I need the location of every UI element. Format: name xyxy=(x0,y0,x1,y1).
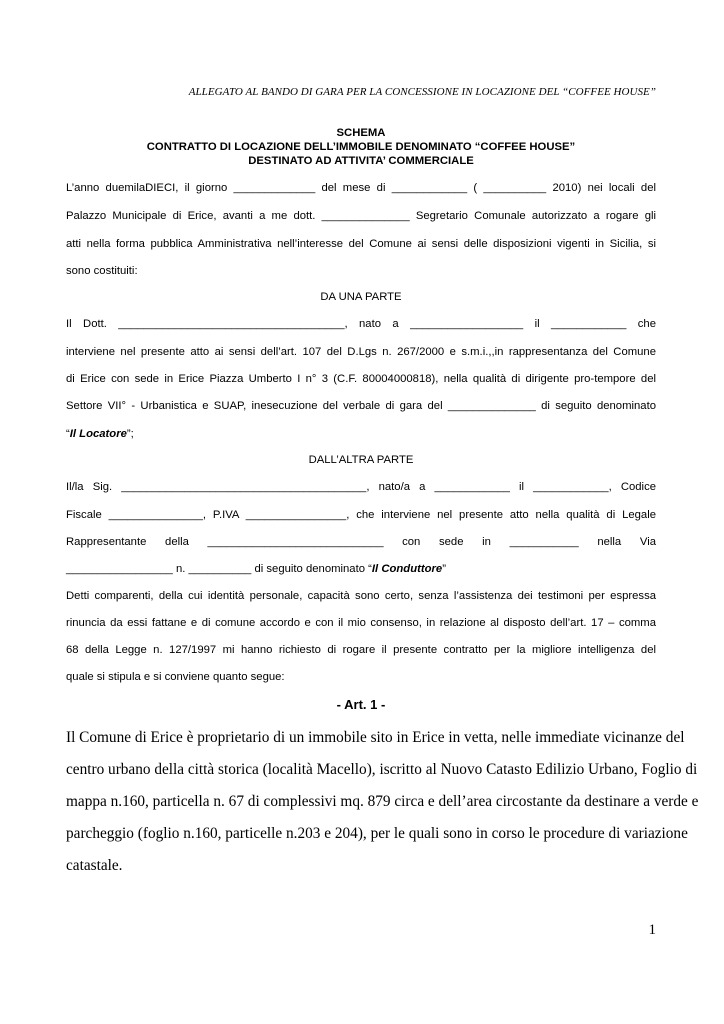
intro-line-2: Palazzo Municipale di Erice, avanti a me dott. ______________ Segretario Comunale autorizzato a rogare gli xyxy=(66,210,656,222)
party1-line-2: interviene nel presente atto ai sensi dell’art. 107 del D.Lgs n. 267/2000 e s.m.i.,,in rappresentanza del Comune xyxy=(66,346,656,358)
party2-line-1: Il/la Sig. _______________________________________, nato/a a ____________ il ____________, Codice xyxy=(66,481,656,493)
locatore-term: Il Locatore xyxy=(69,428,127,440)
intro-line-3: atti nella forma pubblica Amministrativa nell’interesse del Comune ai sensi delle disposizioni vigenti in Sicilia, si xyxy=(66,238,656,250)
article1-line-4: parcheggio (foglio n.160, particelle n.203 e 204), per le quali sono in corso le procedure di variazione xyxy=(66,825,688,842)
closing-line-1: Detti comparenti, della cui identità personale, capacità sono certo, senza l’assistenza dei testimoni per espressa xyxy=(66,590,656,602)
party2-line-4: _________________ n. __________ di seguito denominato “Il Conduttore” xyxy=(66,563,446,575)
closing-line-4: quale si stipula e si conviene quanto segue: xyxy=(66,671,285,683)
party2-line-3: Rappresentante della ____________________________ con sede in ___________ nella Via xyxy=(66,536,656,548)
intro-line-4: sono costituiti: xyxy=(66,265,138,277)
article1-line-1: Il Comune di Erice è proprietario di un immobile sito in Erice in vetta, nelle immediate vicinanze del xyxy=(66,729,685,746)
party1-line-3: di Erice con sede in Erice Piazza Umberto I n° 3 (C.F. 80004000818), nella qualità di dirigente pro-tempore del xyxy=(66,373,656,385)
party2-line-2: Fiscale _______________, P.IVA ________________, che interviene nel presente atto nella qualità di Legale xyxy=(66,509,656,521)
party1-heading: DA UNA PARTE xyxy=(320,291,402,303)
party1-line-5: “Il Locatore”; xyxy=(66,428,134,440)
party2-heading: DALL’ALTRA PARTE xyxy=(308,454,414,466)
article1-line-3: mappa n.160, particella n. 67 di complessivi mq. 879 circa e dell’area circostante da destinare a verde e xyxy=(66,793,699,810)
conduttore-term: Il Conduttore xyxy=(371,563,443,575)
article-heading: - Art. 1 - xyxy=(336,697,386,712)
title-destination: DESTINATO AD ATTIVITA’ COMMERCIALE xyxy=(248,155,474,167)
article1-line-2: centro urbano della città storica (località Macello), iscritto al Nuovo Catasto Edilizio Urbano, Foglio di xyxy=(66,761,698,778)
party1-line-4: Settore VII° - Urbanistica e SUAP, inesecuzione del verbale di gara del ______________ di seguito denominato xyxy=(66,400,656,412)
annex-header: ALLEGATO AL BANDO DI GARA PER LA CONCESSIONE IN LOCAZIONE DEL “COFFEE HOUSE” xyxy=(188,86,656,98)
closing-line-3: 68 della Legge n. 127/1997 mi hanno richiesto di rogare il presente contratto per la migliore intelligenza del xyxy=(66,644,656,656)
article1-line-5: catastale. xyxy=(66,857,123,874)
party1-line-1: Il Dott. ____________________________________, nato a __________________ il ____________ che xyxy=(66,318,656,330)
title-contract: CONTRATTO DI LOCAZIONE DELL’IMMOBILE DENOMINATO “COFFEE HOUSE” xyxy=(146,141,576,153)
page-number: 1 xyxy=(648,922,656,938)
intro-line-1: L’anno duemilaDIECI, il giorno _____________ del mese di ____________ ( __________ 2010) nei locali del xyxy=(66,182,656,194)
closing-line-2: rinuncia da essi fattane e di comune accordo e con il mio consenso, in relazione al disposto dell’art. 17 – comma xyxy=(66,617,656,629)
title-schema: SCHEMA xyxy=(336,127,386,139)
